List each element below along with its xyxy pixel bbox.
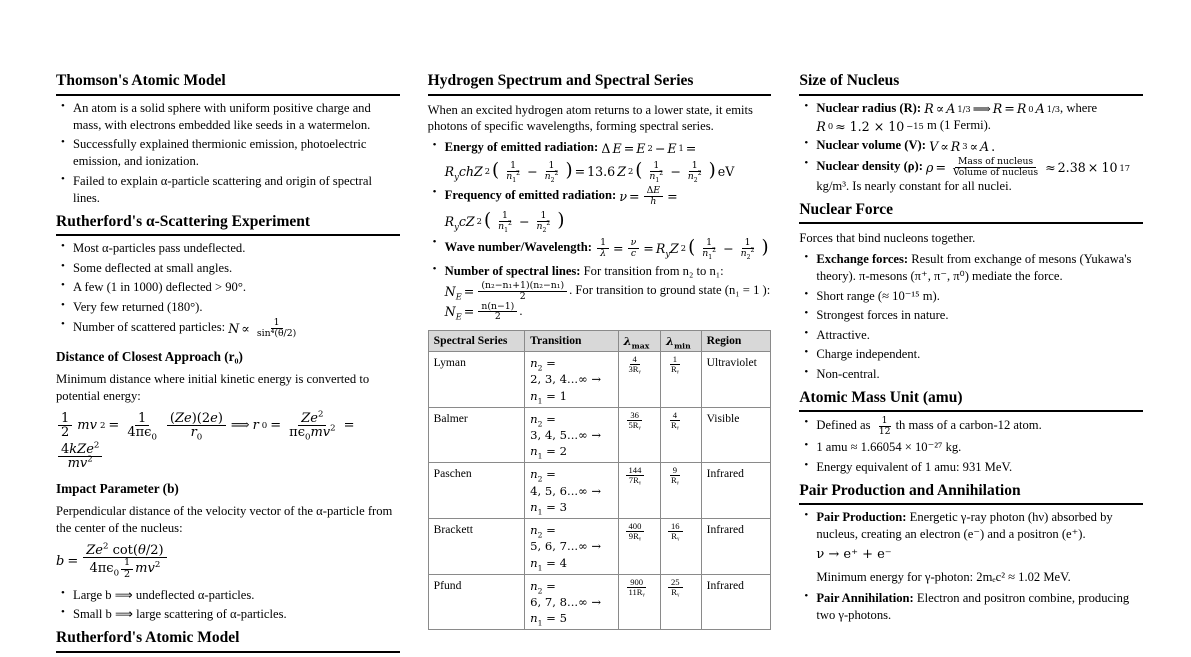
table-header-row xyxy=(428,331,771,352)
impact-parameter-bullets xyxy=(56,587,400,624)
wavenumber-formula: $\frac{1}{\lambda}$ = $\frac{\nu}{c}$ = $R_yZ$ 2 ( $\frac{1}{n_1^2}$ − $\frac{1}{n_2^2}$ ) xyxy=(595,236,768,261)
cell-region: Infrared xyxy=(701,574,771,630)
frequency-formula: ν = $\frac{\Delta E}{h}$ = xyxy=(619,185,678,207)
energy-constant: 13.6 xyxy=(587,163,616,179)
density-tail: kg/m³. Is nearly constant for all nuclei. xyxy=(816,178,1012,193)
bullet-label: Frequency of emitted radiation: xyxy=(444,188,617,203)
cell-series: Balmer xyxy=(428,407,524,463)
section-heading-hydrogen-spectrum: Hydrogen Spectrum and Spectral Series xyxy=(428,72,772,96)
table-row xyxy=(428,574,771,630)
table-row xyxy=(428,352,771,408)
cell-lambda-min: $\frac{1}{\text{Rᵧ}}$ xyxy=(660,352,701,408)
col-header-lambda-max: $\lambda_{max}$ xyxy=(618,331,660,352)
pair-annihilation-text: Electron and positron combine, producing two γ-photons. xyxy=(816,590,1130,622)
subheading-text: Impact Parameter (b) xyxy=(56,481,179,497)
bullet-label: Exchange forces: xyxy=(816,252,909,267)
col-header-region: Region xyxy=(701,331,771,352)
col-header-transition: Transition xyxy=(525,331,618,352)
section-heading-size-of-nucleus: Size of Nucleus xyxy=(799,72,1143,96)
cell-lambda-max: $\frac{900}{\text{11Rᵧ}}$ xyxy=(618,574,660,630)
table-row xyxy=(428,463,771,519)
section-heading-rutherford-model: Rutherford's Atomic Model xyxy=(56,629,400,653)
hydrogen-bullets xyxy=(428,139,772,322)
list-item: • Small b ⟹ large scattering of α-particles. xyxy=(71,606,400,623)
section-heading-nuclear-force: Nuclear Force xyxy=(799,201,1143,225)
density-value: 2.38 xyxy=(1057,160,1086,176)
column-left xyxy=(56,72,400,657)
closest-approach-formula: $\frac{1}{2}$ mv 2 = $\frac{1}{4\pi\epsilon_0}$ $\frac{(Ze)(2e)}{r_0}$ ⟹ r 0 = $\frac{Ze^2}{\pi\epsilon_0mv^2}$ = $\frac{4kZe^2}{mv^2}$ xyxy=(56,412,400,472)
bullet-label: Nuclear density (ρ): xyxy=(816,159,923,174)
pair-production-text: Energetic γ-ray photon (hν) absorbed by nucleus, creating an electron (e⁻) and a positron (e⁺). xyxy=(816,510,1113,542)
amu-post: th mass of a carbon-12 atom. xyxy=(895,418,1042,433)
list-item: • Large b ⟹ undeflected α-particles. xyxy=(71,587,400,604)
energy-formula-2: $R_ychZ$ 2 ( $\frac{1}{n_1^2}$ − $\frac{1}{n_2^2}$ ) = 13.6 Z 2 ( $\frac{1}{n_1^2}$ − $\frac{1}{n_2^2}$ ) eV xyxy=(444,159,735,184)
bullet-label: Wave number/Wavelength: xyxy=(444,240,592,255)
cell-lambda-max: $\frac{4}{\text{3Rᵧ}}$ xyxy=(618,352,660,408)
list-item: • Energy equivalent of 1 amu: 931 MeV. xyxy=(814,459,1143,476)
pair-production-min-energy: Minimum energy for γ-photon: 2mₑc² ≈ 1.02 MeV. xyxy=(816,570,1071,584)
list-item-nuclear-volume xyxy=(814,137,1143,155)
list-item: • Charge independent. xyxy=(814,346,1143,363)
cell-transition: $n_2$ = 5, 6, 7...∞ → $n_1 = 4$ xyxy=(525,519,618,575)
amu-bullets xyxy=(799,416,1143,476)
amu-fraction: $\frac{1}{12}$ xyxy=(878,415,891,438)
scattering-bullets xyxy=(56,240,400,339)
cell-region: Visible xyxy=(701,407,771,463)
bullet-label: Nuclear volume (V): xyxy=(816,138,926,153)
size-of-nucleus-bullets xyxy=(799,100,1143,195)
cell-lambda-max: $\frac{144}{\text{7Rᵧ}}$ xyxy=(618,463,660,519)
list-item-scattered-particles xyxy=(71,318,400,339)
list-item-exchange-forces xyxy=(814,251,1143,285)
list-item-frequency xyxy=(443,186,772,233)
nuclear-force-intro: Forces that bind nucleons together. xyxy=(799,231,976,246)
cell-transition: $n_2$ = 6, 7, 8...∞ → $n_1 = 5$ xyxy=(525,574,618,630)
cell-series: Brackett xyxy=(428,519,524,575)
amu-pre: Defined as xyxy=(816,418,871,433)
column-middle xyxy=(428,72,772,657)
cell-region: Infrared xyxy=(701,519,771,575)
heading-text: Rutherford's α-Scattering Experiment xyxy=(56,212,311,230)
column-right xyxy=(799,72,1143,657)
list-item: • Non-central. xyxy=(814,366,1143,383)
bullet-label: Energy of emitted radiation: xyxy=(444,140,599,155)
nuclear-density-formula: ρ = $\frac{\text{Mass of nucleus}}{\text{Volume of nucleus}}$ ≈ 2.38 × xyxy=(926,156,1099,179)
subheading-text: Distance of Closest Approach (r₀) xyxy=(56,348,243,364)
energy-unit: eV xyxy=(717,163,735,179)
list-item-pair-annihilation xyxy=(814,590,1143,624)
subheading-closest-approach xyxy=(56,349,400,365)
spectral-lines-text-1: For transition from n₂ to n₁: xyxy=(583,263,724,278)
bullet-label: Pair Annihilation: xyxy=(816,590,914,605)
list-item: • Very few returned (180°). xyxy=(71,299,400,316)
section-heading-thomson: Thomson's Atomic Model xyxy=(56,72,400,96)
list-item: • 1 amu ≈ 1.66054 × 10⁻²⁷ kg. xyxy=(814,439,1143,456)
list-item-nuclear-density: • Nuclear density (ρ): ρ = $\frac{\text{Mass of nucleus}}{\text{Volume of nucleus}}$ ≈ 2.38 × 10 17 kg/m³. Is nearly constant for all nuclei. xyxy=(814,157,1143,194)
fraction: $\frac{1}{\text{sin⁴(θ/2)}}$ xyxy=(256,317,297,339)
nuclear-volume-formula: V ∝ R 3 ∝ A . xyxy=(929,138,996,154)
subheading-impact-parameter xyxy=(56,481,400,497)
cell-series: Paschen xyxy=(428,463,524,519)
cell-lambda-min: $\frac{25}{\text{Rᵧ}}$ xyxy=(660,574,701,630)
cell-transition: $n_2$ = 3, 4, 5...∞ → $n_1 = 2$ xyxy=(525,407,618,463)
list-item: • Short range (≈ 10⁻¹⁵ m). xyxy=(814,288,1143,305)
nuclear-force-bullets xyxy=(799,251,1143,383)
list-item-amu-definition xyxy=(814,416,1143,437)
spectral-lines-text-2: . For transition to ground state (n₁ = 1 ): xyxy=(569,283,771,298)
cell-lambda-min: $\frac{16}{\text{Rᵧ}}$ xyxy=(660,519,701,575)
symbol-N: N xyxy=(228,320,240,336)
table-row xyxy=(428,407,771,463)
cell-lambda-max: $\frac{36}{\text{5Rᵧ}}$ xyxy=(618,407,660,463)
pair-production-equation: ν → e⁺ + e⁻ xyxy=(816,547,892,563)
section-heading-rutherford-scattering xyxy=(56,213,400,237)
section-heading-pair-production: Pair Production and Annihilation xyxy=(799,482,1143,506)
spectral-series-table xyxy=(428,330,772,630)
cell-transition: $n_2$ = 4, 5, 6...∞ → $n_1 = 3$ xyxy=(525,463,618,519)
cell-series: Pfund xyxy=(428,574,524,630)
bullet-label: Number of spectral lines: xyxy=(444,263,581,278)
list-item: • An atom is a solid sphere with uniform positive charge and mass, with electrons embedded like seeds in a watermelon. xyxy=(71,100,400,134)
cell-transition: $n_2$ = 2, 3, 4...∞ → $n_1 = 1$ xyxy=(525,352,618,408)
exchange-forces-text: Result from exchange of mesons (Yukawa's theory). π-mesons (π⁺, π⁻, π⁰) mediate the force. xyxy=(816,252,1132,284)
list-item: • Successfully explained thermionic emission, photoelectric emission, and ionization. xyxy=(71,136,400,170)
list-item-pair-production xyxy=(814,509,1143,585)
cell-lambda-min: $\frac{9}{\text{Rᵧ}}$ xyxy=(660,463,701,519)
bullet-label: Number of scattered particles: xyxy=(73,320,226,335)
bullet-label: Pair Production: xyxy=(816,510,907,525)
list-item-nuclear-radius: • Nuclear radius (R): R ∝ A 1/3 ⟹ R = R 0 A 1/3 , where R 0 ≈ 1.2 × 10 −15 m (1 Fermi). xyxy=(814,100,1143,135)
list-item: • Attractive. xyxy=(814,327,1143,344)
scattering-formula xyxy=(228,318,301,339)
list-item: • Some deflected at small angles. xyxy=(71,260,400,277)
list-item: • A few (1 in 1000) deflected > 90°. xyxy=(71,279,400,296)
energy-formula: Δ E = E 2 − E 1 = xyxy=(601,140,697,156)
col-header-lambda-min: $\lambda_{min}$ xyxy=(660,331,701,352)
list-item: • Most α-particles pass undeflected. xyxy=(71,240,400,257)
cell-region: Ultraviolet xyxy=(701,352,771,408)
cell-lambda-max: $\frac{400}{\text{9Rᵧ}}$ xyxy=(618,519,660,575)
cell-region: Infrared xyxy=(701,463,771,519)
cell-lambda-min: $\frac{4}{\text{Rᵧ}}$ xyxy=(660,407,701,463)
list-item-wavenumber xyxy=(443,236,772,261)
symbol-proportional: ∝ xyxy=(241,320,250,336)
list-item: • Strongest forces in nature. xyxy=(814,307,1143,324)
frequency-formula-2: $R_ycZ$ 2 ( $\frac{1}{n_1^2}$ − $\frac{1}{n_2^2}$ ) xyxy=(444,209,565,234)
table-row xyxy=(428,519,771,575)
list-item-energy xyxy=(443,139,772,183)
section-heading-amu: Atomic Mass Unit (amu) xyxy=(799,389,1143,413)
spectral-lines-formula: $N_E$ = $\frac{\text{(n₂−n₁+1)(n₂−n₁)}}{2}$ . For transition to ground state (n₁ = 1 ): $N_E$ = $\frac{n(n-1)}{2}$ . xyxy=(444,279,771,323)
nuclear-radius-formula: R ∝ A 1/3 ⟹ R = R 0 A 1/3 xyxy=(924,101,1061,117)
list-item: • Failed to explain α-particle scattering and origin of spectral lines. xyxy=(71,173,400,207)
impact-parameter-formula: b = Ze$^2$ cot(θ/2) $4\pi\epsilon_0$ $\frac{1}{2}$ $mv^2$ xyxy=(56,544,400,580)
list-item-spectral-lines xyxy=(443,263,772,322)
thomson-bullets xyxy=(56,100,400,207)
hydrogen-intro: When an excited hydrogen atom returns to a lower state, it emits photons of specific wavelengths, forming spectral series. xyxy=(427,102,753,134)
impact-parameter-intro: Perpendicular distance of the velocity vector of the α-particle from the center of the nucleus: xyxy=(56,504,393,535)
bullet-label: Nuclear radius (R): xyxy=(816,100,922,115)
col-header-series: Spectral Series xyxy=(428,331,524,352)
cell-series: Lyman xyxy=(428,352,524,408)
closest-approach-intro: Minimum distance where initial kinetic energy is converted to potential energy: xyxy=(56,371,370,403)
pair-production-bullets xyxy=(799,509,1143,623)
